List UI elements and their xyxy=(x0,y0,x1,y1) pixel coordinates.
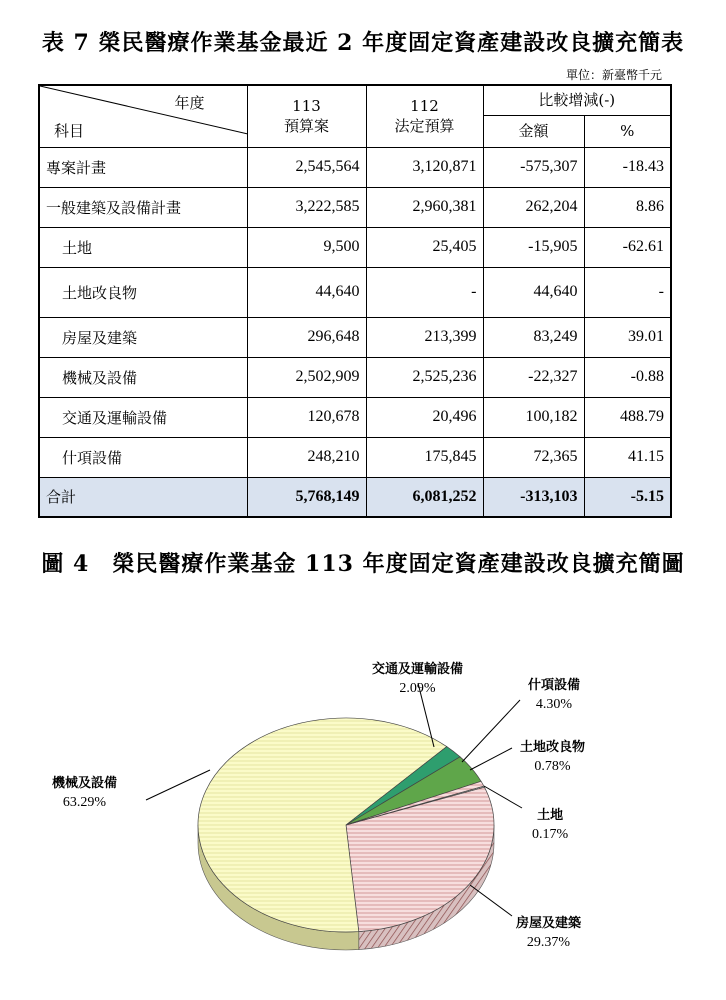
cell-name: 什項設備 xyxy=(39,437,247,477)
header-113-label: 預算案 xyxy=(283,117,329,136)
total-name: 合計 xyxy=(39,477,247,517)
leader-line xyxy=(462,700,520,762)
label-land-improve-pct: 0.78% xyxy=(534,759,571,774)
cell-pct: -62.61 xyxy=(584,227,671,267)
cell-diff: 100,182 xyxy=(483,397,584,437)
cell-pct: 8.86 xyxy=(584,187,671,227)
cell-pct: -18.43 xyxy=(584,147,671,187)
table-row xyxy=(39,187,671,227)
header-amount: 金額 xyxy=(483,115,584,147)
label-land-improve xyxy=(520,738,585,776)
total-113: 5,768,149 xyxy=(247,477,366,517)
header-113-year: 113 xyxy=(292,97,321,116)
leader-line xyxy=(470,885,512,916)
total-112: 6,081,252 xyxy=(366,477,483,517)
cell-b113: 120,678 xyxy=(247,397,366,437)
cell-b113: 2,545,564 xyxy=(247,147,366,187)
header-112-label: 法定預算 xyxy=(394,117,455,136)
table-row xyxy=(39,267,671,317)
cell-pct: 488.79 xyxy=(584,397,671,437)
cell-pct: 39.01 xyxy=(584,317,671,357)
cell-b112: 2,525,236 xyxy=(366,357,483,397)
leader-line xyxy=(146,770,210,800)
cell-name: 專案計畫 xyxy=(39,147,247,187)
cell-diff: -575,307 xyxy=(483,147,584,187)
cell-b113: 296,648 xyxy=(247,317,366,357)
label-machinery-pct: 63.29% xyxy=(62,795,107,810)
cell-name: 交通及運輸設備 xyxy=(39,397,247,437)
cell-diff: -22,327 xyxy=(483,357,584,397)
total-diff: -313,103 xyxy=(483,477,584,517)
cell-b112: 20,496 xyxy=(366,397,483,437)
total-pct: -5.15 xyxy=(584,477,671,517)
cell-b112: 175,845 xyxy=(366,437,483,477)
cell-b113: 2,502,909 xyxy=(247,357,366,397)
header-corner-cell xyxy=(39,85,247,147)
table-row xyxy=(39,147,671,187)
header-col-112 xyxy=(366,85,483,147)
cell-b112: 213,399 xyxy=(366,317,483,357)
cell-pct: - xyxy=(584,267,671,317)
figure-title: 圖 4 榮民醫療作業基金 113 年度固定資產建設改良擴充簡圖 xyxy=(41,551,685,577)
cell-name: 機械及設備 xyxy=(39,357,247,397)
label-land-pct: 0.17% xyxy=(532,827,569,842)
table-title: 表 7 榮民醫療作業基金最近 2 年度固定資產建設改良擴充簡表 xyxy=(41,30,685,56)
label-land xyxy=(532,806,568,844)
cell-b113: 248,210 xyxy=(247,437,366,477)
unit-note: 單位：新臺幣千元 xyxy=(565,68,662,82)
total-row xyxy=(39,477,671,517)
label-misc xyxy=(528,676,580,714)
table-row xyxy=(39,317,671,357)
cell-b113: 9,500 xyxy=(247,227,366,267)
header-year-label: 年度 xyxy=(174,94,205,112)
cell-b112: - xyxy=(366,267,483,317)
cell-b113: 44,640 xyxy=(247,267,366,317)
header-112-year: 112 xyxy=(410,97,439,116)
cell-name: 土地 xyxy=(39,227,247,267)
table-row xyxy=(39,397,671,437)
cell-name: 房屋及建築 xyxy=(39,317,247,357)
label-transport-pct: 2.09% xyxy=(399,681,436,696)
label-transport xyxy=(372,660,463,698)
table-row xyxy=(39,357,671,397)
cell-pct: -0.88 xyxy=(584,357,671,397)
cell-name: 一般建築及設備計畫 xyxy=(39,187,247,227)
label-machinery-name: 機械及設備 xyxy=(52,776,118,791)
label-transport-name: 交通及運輸設備 xyxy=(372,662,464,677)
cell-pct: 41.15 xyxy=(584,437,671,477)
cell-diff: 72,365 xyxy=(483,437,584,477)
cell-diff: 262,204 xyxy=(483,187,584,227)
table-row xyxy=(39,227,671,267)
label-land-name: 土地 xyxy=(537,808,564,823)
label-misc-pct: 4.30% xyxy=(535,697,573,712)
header-percent: % xyxy=(584,115,671,147)
table-row xyxy=(39,437,671,477)
budget-table xyxy=(38,84,672,518)
cell-diff: 83,249 xyxy=(483,317,584,357)
label-machinery xyxy=(52,774,117,812)
cell-b113: 3,222,585 xyxy=(247,187,366,227)
leader-line xyxy=(470,748,512,770)
label-misc-name: 什項設備 xyxy=(528,678,581,693)
label-building-name: 房屋及建築 xyxy=(516,916,582,931)
cell-b112: 25,405 xyxy=(366,227,483,267)
label-building-pct: 29.37% xyxy=(526,935,571,950)
header-col-113 xyxy=(247,85,366,147)
cell-b112: 3,120,871 xyxy=(366,147,483,187)
header-compare: 比較增減(-) xyxy=(483,85,671,115)
cell-diff: -15,905 xyxy=(483,227,584,267)
cell-b112: 2,960,381 xyxy=(366,187,483,227)
label-building xyxy=(516,914,581,952)
cell-name: 土地改良物 xyxy=(39,267,247,317)
header-item-label: 科目 xyxy=(54,121,85,140)
label-land-improve-name: 土地改良物 xyxy=(520,740,586,755)
cell-diff: 44,640 xyxy=(483,267,584,317)
